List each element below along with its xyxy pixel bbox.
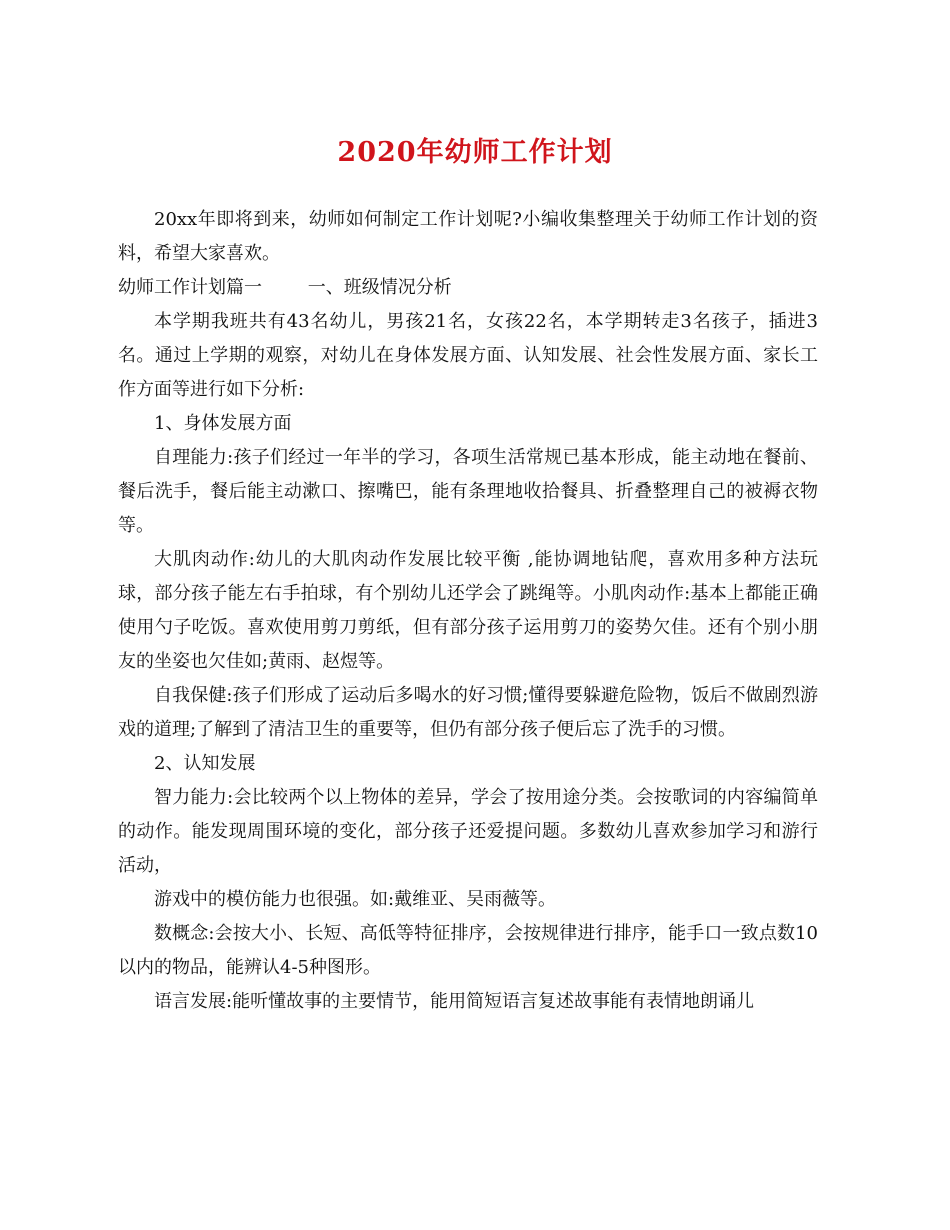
paragraph-cognitive-heading: 2、认知发展 <box>154 753 256 774</box>
paragraph-physical-heading: 1、身体发展方面 <box>154 413 292 434</box>
paragraph-intelligence: 智力能力:会比较两个以上物体的差异，学会了按用途分类。会按歌词的内容编简单的动作。能发现周围环境的变化，部分孩子还爱提问题。多数幼儿喜欢参加学习和游行活动， <box>118 787 818 876</box>
paragraph-section-heading: 幼师工作计划篇一 一、班级情况分析 <box>118 277 452 298</box>
document-body <box>118 203 818 1019</box>
paragraph-intro: 20xx年即将到来，幼师如何制定工作计划呢?小编收集整理关于幼师工作计划的资料，希望大家喜欢。 <box>118 209 818 264</box>
paragraph-number-concept: 数概念:会按大小、长短、高低等特征排序，会按规律进行排序，能手口一致点数10以内的物品，能辨认4-5种图形。 <box>118 923 818 978</box>
paragraph-class-overview: 本学期我班共有43名幼儿，男孩21名，女孩22名，本学期转走3名孩子，插进3名。通过上学期的观察，对幼儿在身体发展方面、认知发展、社会性发展方面、家长工作方面等进行如下分析: <box>118 311 818 400</box>
paragraph-motor-skills: 大肌肉动作:幼儿的大肌肉动作发展比较平衡 ,能协调地钻爬，喜欢用多种方法玩球，部分孩子能左右手拍球，有个别幼儿还学会了跳绳等。小肌肉动作:基本上都能正确使用勺子吃饭。喜欢使用剪刀剪纸，但有部分孩子运用剪刀的姿势欠佳。还有个别小朋友的坐姿也欠佳如;黄雨、赵煜等。 <box>118 549 818 672</box>
paragraph-self-care: 自理能力:孩子们经过一年半的学习，各项生活常规已基本形成，能主动地在餐前、餐后洗手，餐后能主动漱口、擦嘴巴，能有条理地收拾餐具、折叠整理自己的被褥衣物等。 <box>118 447 818 536</box>
paragraph-imitation: 游戏中的模仿能力也很强。如:戴维亚、吴雨薇等。 <box>154 889 557 910</box>
paragraph-language: 语言发展:能听懂故事的主要情节，能用简短语言复述故事能有表情地朗诵儿 <box>154 991 755 1012</box>
document-title: 2020年幼师工作计划 <box>337 137 613 168</box>
paragraph-self-protection: 自我保健:孩子们形成了运动后多喝水的好习惯;懂得要躲避危险物，饭后不做剧烈游戏的道理;了解到了清洁卫生的重要等，但仍有部分孩子便后忘了洗手的习惯。 <box>118 685 818 740</box>
